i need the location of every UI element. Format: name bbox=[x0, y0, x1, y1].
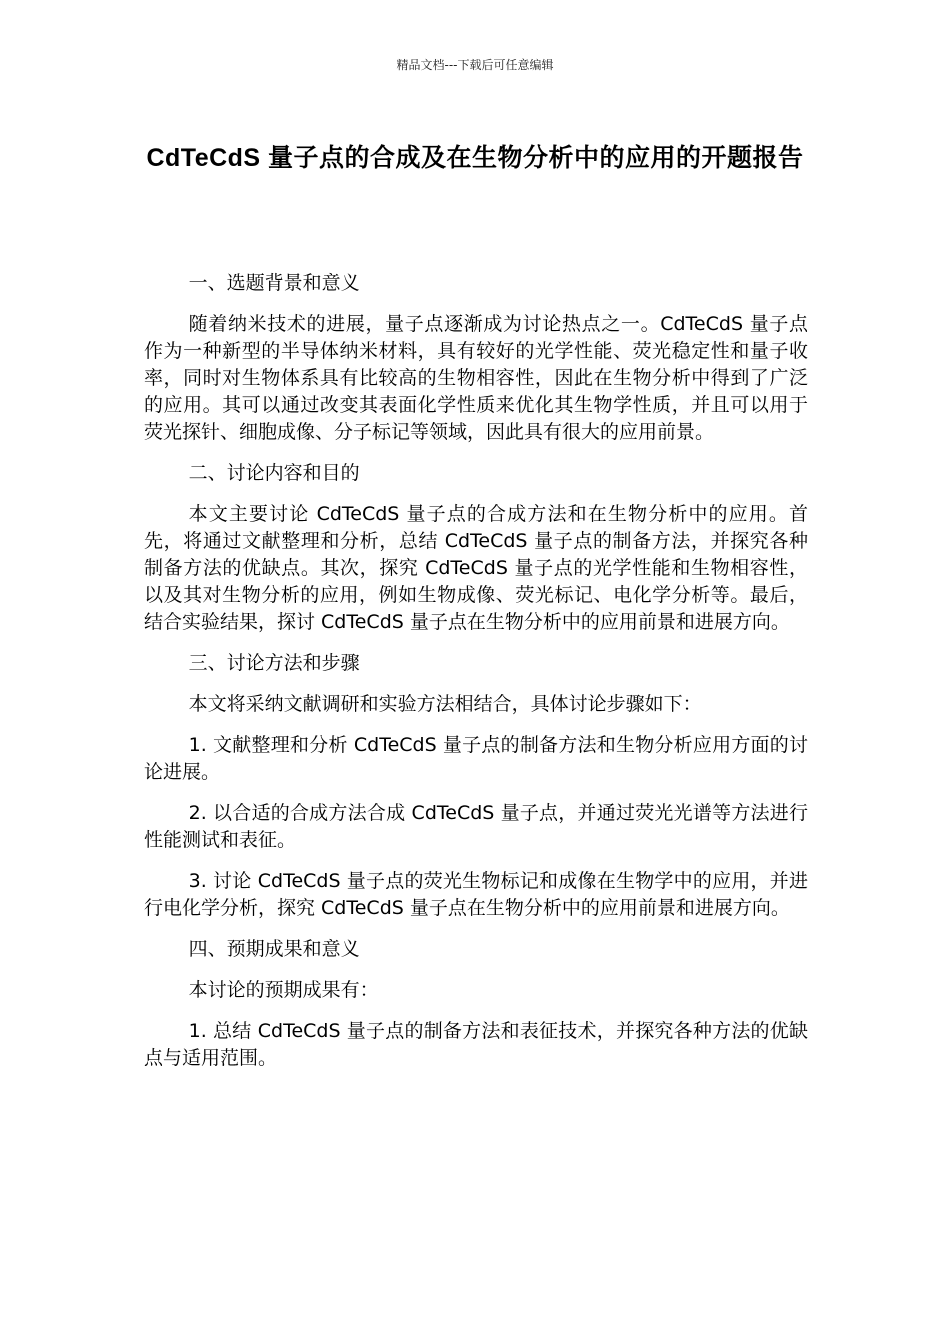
section-heading-background: 一、选题背景和意义 bbox=[188, 272, 360, 294]
paragraph-content: 本文主要讨论 CdTeCdS 量子点的合成方法和在生物分析中的应用。首先，将通过文献整理和分析，总结 CdTeCdS 量子点的制备方法，并探究各种制备方法的优缺点。其次，探究 CdTeCdS 量子点的光学性能和生物相容性，以及其对生物分析的应用，例如生物成像、荧光标记、电化学分析等。最后，结合实验结果，探讨 CdTeCdS 量子点在生物分析中的应用前景和进展方向。 bbox=[144, 503, 808, 633]
list-item-method-1: 1. 文献整理和分析 CdTeCdS 量子点的制备方法和生物分析应用方面的讨论进展。 bbox=[144, 734, 808, 783]
document-body bbox=[144, 270, 808, 1086]
list-item-method-3: 3. 讨论 CdTeCdS 量子点的荧光生物标记和成像在生物学中的应用，并进行电化学分析，探究 CdTeCdS 量子点在生物分析中的应用前景和进展方向。 bbox=[144, 870, 808, 919]
paragraph-background: 随着纳米技术的进展，量子点逐渐成为讨论热点之一。CdTeCdS 量子点作为一种新型的半导体纳米材料，具有较好的光学性能、荧光稳定性和量子收率，同时对生物体系具有比较高的生物相容性，因此在生物分析中得到了广泛的应用。其可以通过改变其表面化学性质来优化其生物学性质，并且可以用于荧光探针、细胞成像、分子标记等领域，因此具有很大的应用前景。 bbox=[144, 313, 808, 443]
section-heading-methods: 三、讨论方法和步骤 bbox=[188, 652, 360, 674]
paragraph-outcomes-intro: 本讨论的预期成果有： bbox=[188, 979, 379, 1001]
section-heading-outcomes: 四、预期成果和意义 bbox=[188, 938, 360, 960]
header-note: 精品文档---下载后可任意编辑 bbox=[396, 58, 554, 72]
list-item-outcome-1: 1. 总结 CdTeCdS 量子点的制备方法和表征技术，并探究各种方法的优缺点与适用范围。 bbox=[144, 1020, 808, 1069]
paragraph-methods-intro: 本文将采纳文献调研和实验方法相结合，具体讨论步骤如下： bbox=[188, 693, 702, 715]
list-item-method-2: 2. 以合适的合成方法合成 CdTeCdS 量子点，并通过荧光光谱等方法进行性能测试和表征。 bbox=[144, 802, 808, 851]
document-title: CdTeCdS 量子点的合成及在生物分析中的应用的开题报告 bbox=[146, 144, 804, 172]
section-heading-content: 二、讨论内容和目的 bbox=[188, 462, 360, 484]
